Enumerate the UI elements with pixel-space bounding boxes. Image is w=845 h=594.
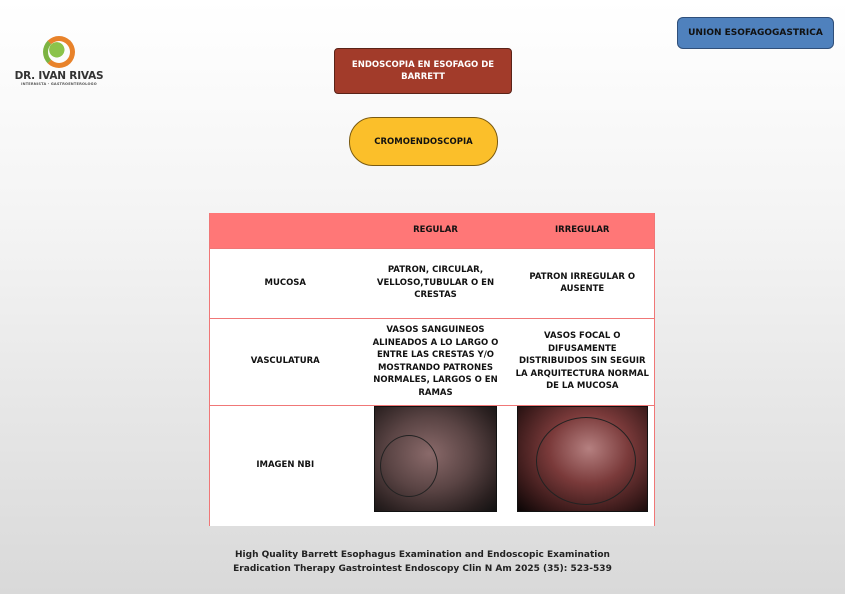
header-regular: REGULAR bbox=[361, 213, 511, 248]
header-irregular: IRREGULAR bbox=[511, 213, 655, 248]
nbi-image-regular bbox=[374, 406, 497, 512]
stomach-logo-icon bbox=[43, 36, 75, 68]
logo bbox=[14, 36, 104, 86]
reference-citation bbox=[0, 548, 845, 576]
irregular-image-cell bbox=[511, 405, 655, 526]
union-esofagogastrica-button[interactable]: UNION ESOFAGOGASTRICA bbox=[677, 17, 834, 49]
reference-line-1: High Quality Barrett Esophagus Examination and Endoscopic Examination bbox=[235, 550, 610, 560]
reference-line-2: Eradication Therapy Gastrointest Endoscopy Clin N Am 2025 (35): 523-539 bbox=[233, 564, 612, 574]
table-row bbox=[210, 248, 655, 318]
logo-subtitle: INTERNISTA - GASTROENTEROLOGO bbox=[21, 82, 97, 86]
logo-name: DR. IVAN RIVAS bbox=[14, 70, 104, 82]
comparison-table bbox=[209, 213, 655, 526]
irregular-cell: PATRON IRREGULAR O AUSENTE bbox=[511, 248, 655, 318]
nbi-image-irregular bbox=[517, 406, 648, 512]
row-label: IMAGEN NBI bbox=[210, 405, 361, 526]
regular-image-cell bbox=[361, 405, 511, 526]
regular-cell: PATRON, CIRCULAR, VELLOSO,TUBULAR O EN CRESTAS bbox=[361, 248, 511, 318]
row-label: VASCULATURA bbox=[210, 318, 361, 405]
row-label: MUCOSA bbox=[210, 248, 361, 318]
header-empty bbox=[210, 213, 361, 248]
regular-cell: VASOS SANGUINEOS ALINEADOS A LO LARGO O ENTRE LAS CRESTAS Y/O MOSTRANDO PATRONES NORMALES, LARGOS O EN RAMAS bbox=[361, 318, 511, 405]
cromoendoscopia-button[interactable]: CROMOENDOSCOPIA bbox=[349, 117, 498, 166]
endoscopia-barrett-button[interactable]: ENDOSCOPIA EN ESOFAGO DE BARRETT bbox=[334, 48, 512, 94]
table-row bbox=[210, 405, 655, 526]
table-header bbox=[210, 213, 655, 248]
table-row bbox=[210, 318, 655, 405]
irregular-cell: VASOS FOCAL O DIFUSAMENTE DISTRIBUIDOS SIN SEGUIR LA ARQUITECTURA NORMAL DE LA MUCOSA bbox=[511, 318, 655, 405]
